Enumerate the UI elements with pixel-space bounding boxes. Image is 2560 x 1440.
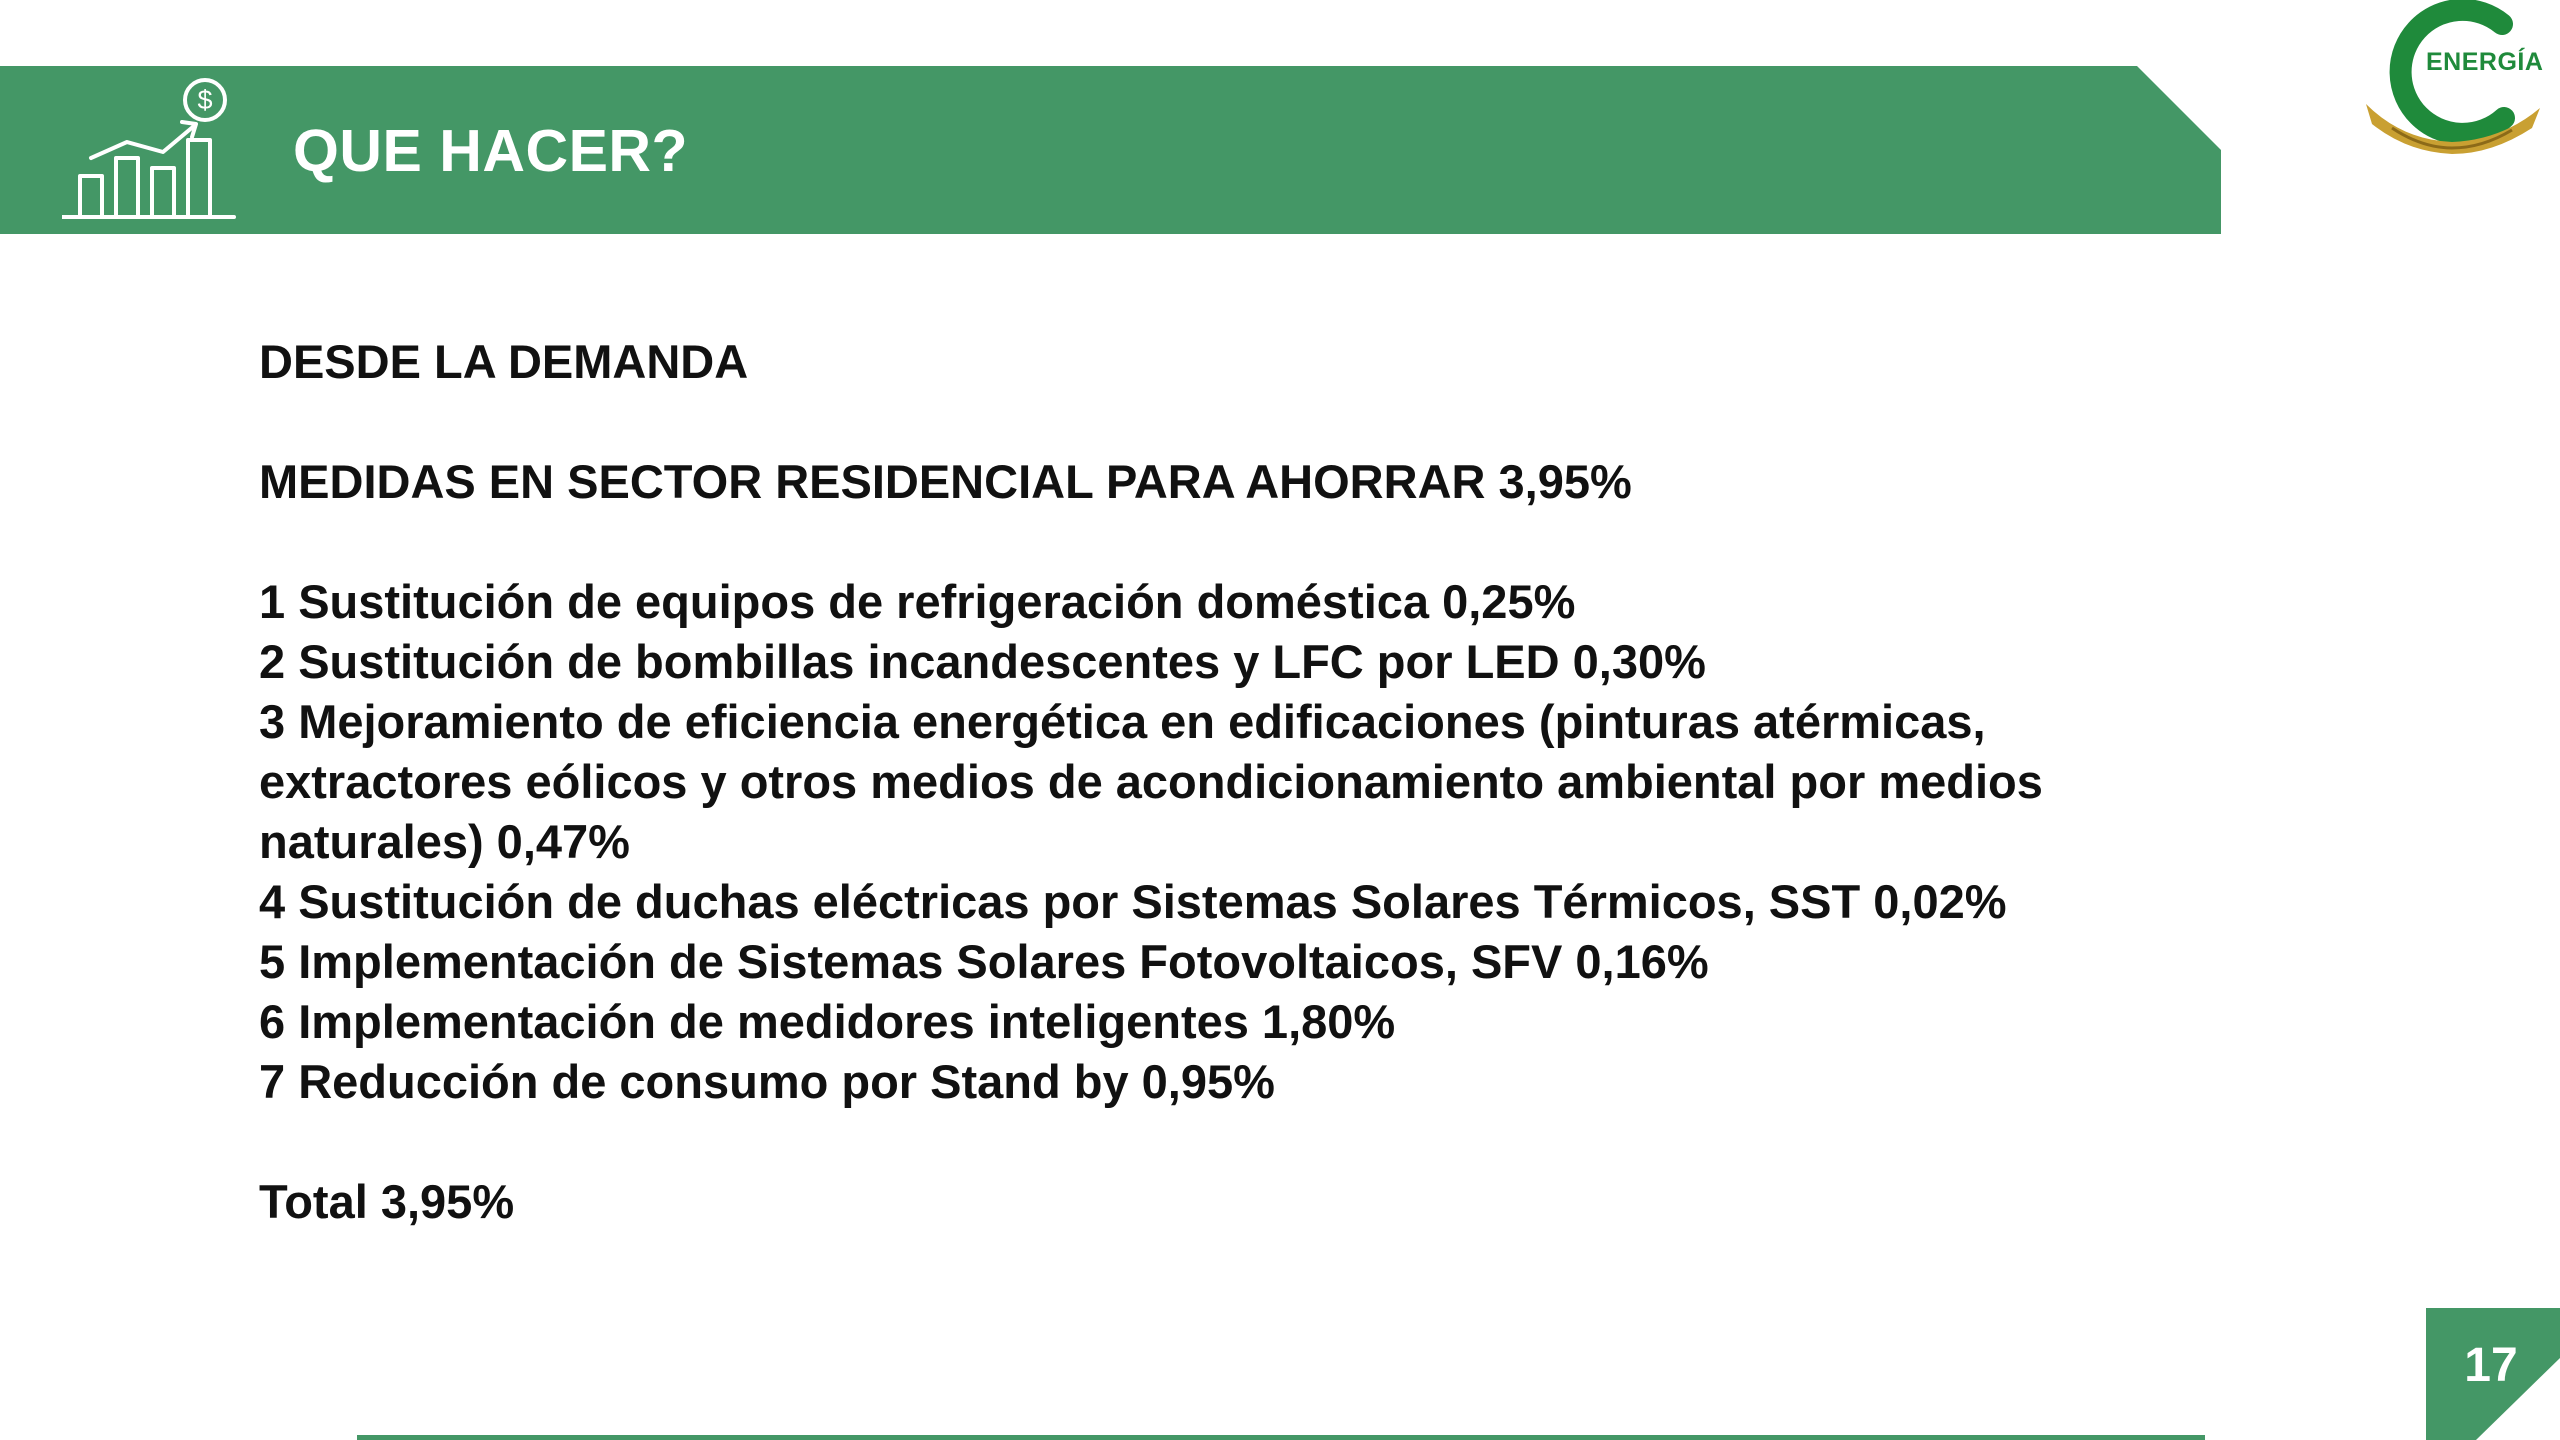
total-line: Total 3,95%: [259, 1175, 515, 1228]
logo-text: ENERGÍA: [2426, 48, 2544, 76]
growth-chart-dollar-icon: [62, 76, 237, 221]
svg-text:$: $: [197, 85, 213, 115]
energia-logo: [2352, 0, 2560, 160]
list-item: 4 Sustitución de duchas eléctricas por Sistemas Solares Térmicos, SST 0,02%: [259, 875, 2007, 928]
page-title: QUE HACER?: [293, 118, 689, 184]
page-number: 17: [2464, 1339, 2518, 1392]
list-item: 3 Mejoramiento de eficiencia energética en edificaciones (pinturas atérmicas, extractores eólicos y otros medios de acondicionamiento ambiental por medios naturales) 0,47%: [259, 695, 2043, 868]
list-item: 2 Sustitución de bombillas incandescentes y LFC por LED 0,30%: [259, 635, 1706, 688]
list-item: 1 Sustitución de equipos de refrigeración doméstica 0,25%: [259, 575, 1576, 628]
section-heading: DESDE LA DEMANDA: [259, 335, 749, 388]
list-item: 7 Reducción de consumo por Stand by 0,95%: [259, 1055, 1275, 1108]
list-item: 6 Implementación de medidores inteligentes 1,80%: [259, 995, 1396, 1048]
subtitle: MEDIDAS EN SECTOR RESIDENCIAL PARA AHORRAR 3,95%: [259, 455, 1632, 508]
list-item: 5 Implementación de Sistemas Solares Fotovoltaicos, SFV 0,16%: [259, 935, 1709, 988]
footer-divider: [357, 1435, 2205, 1440]
content-body: [259, 332, 2209, 1232]
